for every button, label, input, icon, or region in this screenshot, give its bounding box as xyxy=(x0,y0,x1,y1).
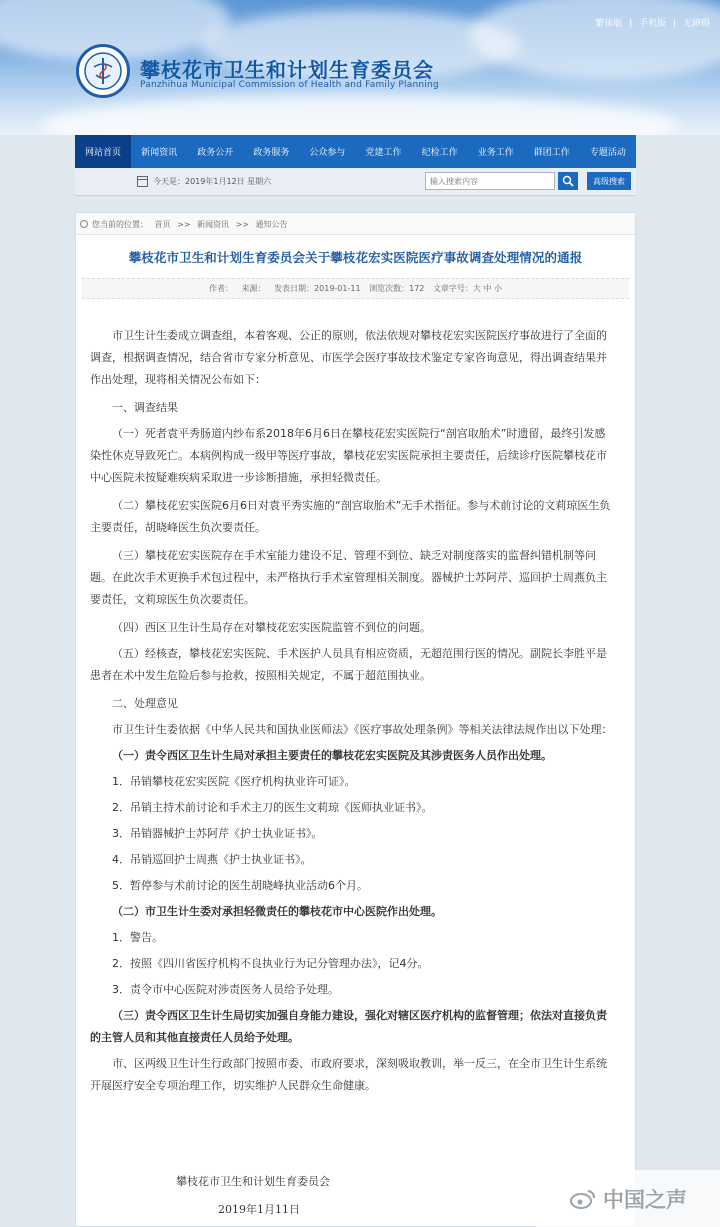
emblem-icon xyxy=(83,51,123,91)
top-links xyxy=(591,16,710,29)
site-subtitle: Panzhihua Municipal Commission of Health and Family Planning xyxy=(140,80,439,90)
breadcrumb-home[interactable]: 首页 xyxy=(154,220,171,229)
location-icon xyxy=(80,220,88,228)
nav-item-topics[interactable]: 专题活动 xyxy=(589,148,626,158)
top-link-mobile[interactable]: 手机版 xyxy=(639,19,667,29)
nav-item-gov-public[interactable]: 政务公开 xyxy=(197,148,234,158)
paragraph: 市、区两级卫生计生行政部门按照市委、市政府要求，深刻吸取教训，举一反三，在全市卫生计生系统开展医疗安全专项治理工作，切实维护人民群众生命健康。 xyxy=(90,1057,607,1092)
paragraph: 市卫生计生委成立调查组，本着客观、公正的原则，依法依规对攀枝花宏实医院医疗事故进行了全面的调查，根据调查情况，结合省市专家分析意见、市医学会医疗事故技术鉴定专家咨询意见，得出调查结果并作出处理，现将相关情况公布如下： xyxy=(90,329,607,386)
nav-item-news[interactable]: 新闻资讯 xyxy=(141,148,178,158)
meta-source: 来源： xyxy=(241,284,266,293)
breadcrumb-separator: >> xyxy=(235,220,249,229)
section-heading: 二、处理意见 xyxy=(112,697,178,710)
nav-item-groups[interactable]: 群团工作 xyxy=(533,148,570,158)
nav-item-participation[interactable]: 公众参与 xyxy=(309,148,346,158)
meta-views: 浏览次数：172 xyxy=(369,284,425,293)
list-item: 3．吊销器械护士苏阿芹《护士执业证书》。 xyxy=(112,827,323,840)
article-body xyxy=(76,325,635,1097)
article-title: 攀枝花市卫生和计划生育委员会关于攀枝花宏实医院医疗事故调查处理情况的通报 xyxy=(128,250,583,265)
list-item: 4．吊销巡回护士周燕《护士执业证书》。 xyxy=(112,853,312,866)
list-item: 3．责令市中心医院对涉责医务人员给予处理。 xyxy=(112,983,339,996)
nav-item-business[interactable]: 业务工作 xyxy=(477,148,514,158)
nav-item-party[interactable]: 党建工作 xyxy=(365,148,402,158)
list-item: 2．按照《四川省医疗机构不良执业行为记分管理办法》，记4分。 xyxy=(112,957,429,970)
calendar-icon xyxy=(137,176,148,187)
section-heading: 一、调查结果 xyxy=(112,401,178,414)
paragraph: （一）死者袁平秀肠道内纱布系2018年6月6日在攀枝花宏实医院行“剖宫取胎术”时遗留，最终引发感染性休克导致死亡。本病例构成一级甲等医疗事故，攀枝花宏实医院承担主要责任，后续诊疗医院攀枝花市中心医院未按疑难疾病采取进一步诊断措施，承担轻微责任。 xyxy=(90,427,607,484)
signature: 攀枝花市卫生和计划生育委员会 xyxy=(176,1175,330,1188)
breadcrumb xyxy=(76,213,635,235)
paragraph: （二）攀枝花宏实医院6月6日对袁平秀实施的“剖宫取胎术”无手术指征。参与术前讨论的文莉琼医生负主要责任，胡晓峰医生负次要责任。 xyxy=(90,499,611,534)
list-item: 1．吊销攀枝花宏实医院《医疗机构执业许可证》。 xyxy=(112,775,356,788)
sub-heading: （三）责令西区卫生计生局切实加强自身能力建设，强化对辖区医疗机构的监督管理；依法对直接负责的主管人员和其他直接责任人员给予处理。 xyxy=(90,1009,607,1044)
site-banner xyxy=(0,0,720,135)
weibo-icon xyxy=(569,1188,597,1210)
list-item: 5．暂停参与术前讨论的医生胡晓峰执业活动6个月。 xyxy=(112,879,368,892)
sub-heading: （二）市卫生计生委对承担轻微责任的攀枝花市中心医院作出处理。 xyxy=(112,905,442,918)
nav-item-gov-service[interactable]: 政务服务 xyxy=(253,148,290,158)
search-input[interactable] xyxy=(425,172,555,190)
article-container xyxy=(75,212,636,1227)
breadcrumb-notices[interactable]: 通知公告 xyxy=(255,220,288,229)
top-link-divider: | xyxy=(673,19,677,29)
toolbar xyxy=(75,168,636,196)
signature-date: 2019年1月11日 xyxy=(218,1203,300,1216)
today-date: 今天是：2019年1月12日 星期六 xyxy=(153,177,272,186)
nav-item-home[interactable]: 网站首页 xyxy=(75,135,131,168)
sub-heading: （一）责令西区卫生计生局对承担主要责任的攀枝花宏实医院及其涉责医务人员作出处理。 xyxy=(112,749,552,762)
meta-author: 作者： xyxy=(208,284,233,293)
breadcrumb-prefix: 您当前的位置： xyxy=(92,220,148,229)
search-icon xyxy=(562,175,574,187)
meta-date: 发表日期：2019-01-11 xyxy=(274,284,361,293)
advanced-search-button[interactable]: 高级搜索 xyxy=(587,172,631,190)
breadcrumb-separator: >> xyxy=(177,220,191,229)
search-button[interactable] xyxy=(558,172,578,190)
breadcrumb-news[interactable]: 新闻资讯 xyxy=(197,220,230,229)
article-meta xyxy=(82,278,629,299)
site-title: 攀枝花市卫生和计划生育委员会 xyxy=(140,58,434,82)
main-nav xyxy=(75,135,636,168)
list-item: 1．警告。 xyxy=(112,931,163,944)
top-link-accessibility[interactable]: 无障碍 xyxy=(682,19,710,29)
watermark xyxy=(536,1170,720,1227)
emblem-logo[interactable] xyxy=(76,44,130,98)
list-item: 2．吊销主持术前讨论和手术主刀的医生文莉琼《医师执业证书》。 xyxy=(112,801,433,814)
cloud-decoration xyxy=(40,95,680,135)
paragraph: （三）攀枝花宏实医院存在手术室能力建设不足、管理不到位、缺乏对制度落实的监督纠错机制等问题。在此次手术更换手术包过程中，未严格执行手术室管理相关制度。器械护士苏阿芹、巡回护士周燕负主要责任，文莉琼医生负次要责任。 xyxy=(90,549,607,606)
top-link-traditional[interactable]: 繁体版 xyxy=(595,19,623,29)
meta-font-size[interactable]: 文章字号：大 中 小 xyxy=(432,284,503,293)
paragraph: （四）西区卫生计生局存在对攀枝花宏实医院监管不到位的问题。 xyxy=(112,621,431,634)
cloud-decoration xyxy=(470,0,720,80)
nav-item-discipline[interactable]: 纪检工作 xyxy=(421,148,458,158)
top-link-divider: | xyxy=(629,19,633,29)
paragraph: （五）经核查，攀枝花宏实医院、手术医护人员具有相应资质，无超范围行医的情况。副院长李胜平是患者在术中发生危险后参与抢救，按照相关规定，不属于超范围执业。 xyxy=(90,647,607,682)
paragraph: 市卫生计生委依据《中华人民共和国执业医师法》《医疗事故处理条例》等相关法律法规作出以下处理： xyxy=(112,723,613,736)
watermark-text: 中国之声 xyxy=(603,1187,687,1212)
